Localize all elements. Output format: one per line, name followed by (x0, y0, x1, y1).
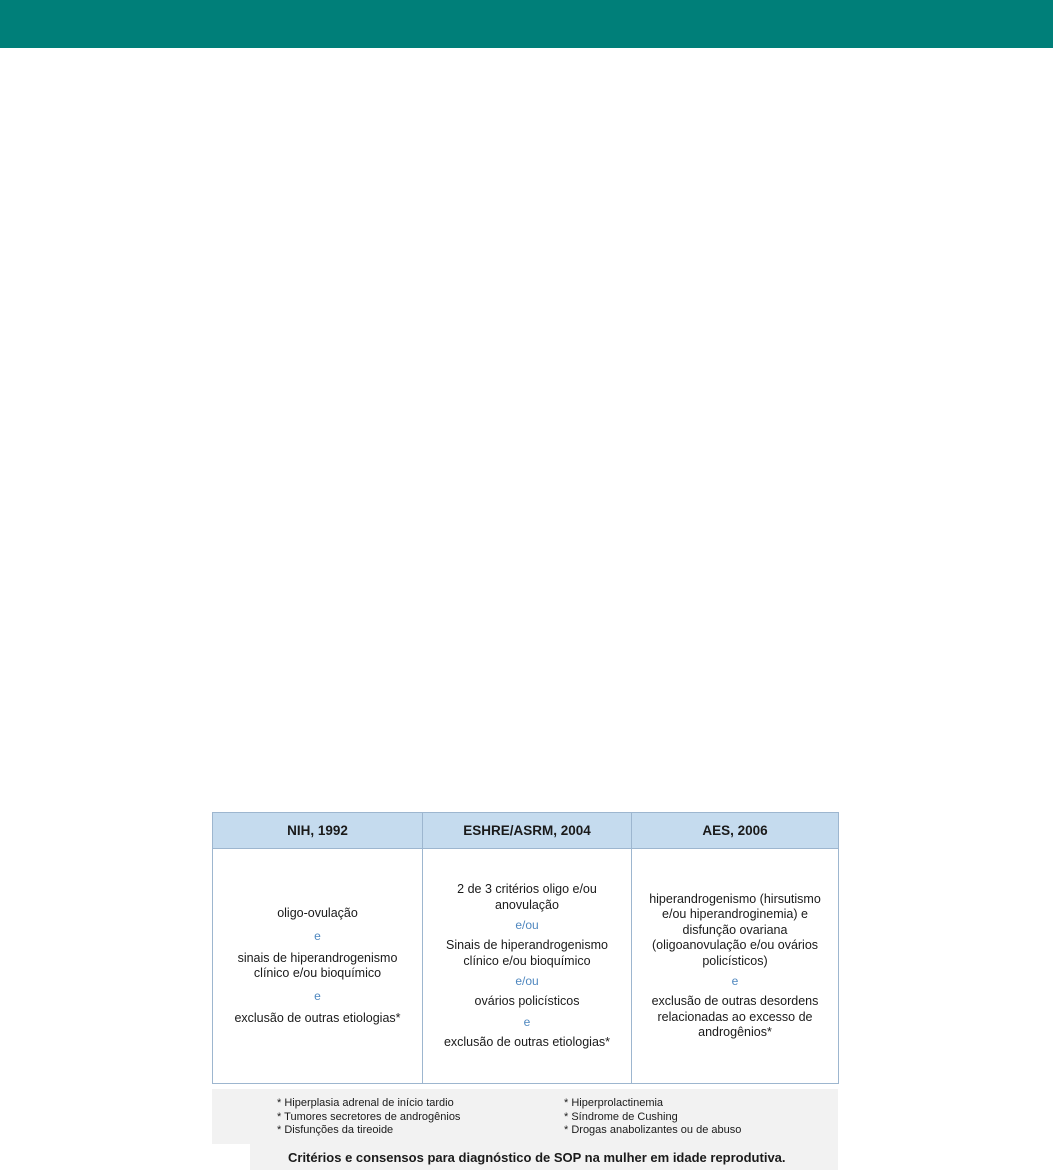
eshre-criterion-b: anovulação (495, 897, 559, 912)
eshre-criterion-a: 2 de 3 critérios oligo e/ou (457, 882, 597, 896)
cell-eshre (423, 849, 632, 1084)
diagnostic-criteria-figure (212, 812, 840, 1172)
footnote-item: * Hiperplasia adrenal de início tardio (277, 1097, 454, 1109)
footnote-item: * Síndrome de Cushing (564, 1110, 678, 1123)
aes-criterion-e: policísticos) (702, 953, 768, 968)
footnotes-panel (212, 1089, 838, 1144)
eshre-criterion-hyperandrogenism-a: Sinais de hiperandrogenismo (446, 938, 608, 952)
aes-criterion-a: hiperandrogenismo (hirsutismo (649, 891, 821, 906)
footnote-item: * Hiperprolactinemia (564, 1097, 664, 1109)
eshre-connector-1: e/ou (515, 918, 539, 932)
header-nih: NIH, 1992 (213, 813, 423, 849)
footnote-item: * Tumores secretores de androgênios (277, 1110, 461, 1123)
eshre-connector-3: e (523, 1014, 531, 1029)
eshre-connector-2: e/ou (515, 974, 539, 988)
header-aes: AES, 2006 (632, 813, 839, 849)
top-banner (0, 0, 1053, 48)
cell-aes (632, 849, 839, 1084)
nih-criterion-hyperandrogenism-a: sinais de hiperandrogenismo (237, 950, 398, 965)
nih-criterion-ovulation: oligo-ovulação (277, 906, 358, 920)
nih-criterion-exclusion: exclusão de outras etiologias* (234, 1010, 401, 1025)
eshre-criterion-exclusion: exclusão de outras etiologias* (443, 1034, 611, 1049)
eshre-criterion-ovaries: ovários policísticos (474, 994, 580, 1008)
aes-exclusion-c: androgênios* (698, 1025, 772, 1039)
table-header-row (213, 813, 839, 849)
figure-caption: Critérios e consensos para diagnóstico de SOP na mulher em idade reprodutiva. (288, 1150, 786, 1165)
nih-connector-1: e (314, 928, 321, 943)
footnote-item: * Drogas anabolizantes ou de abuso (564, 1124, 742, 1136)
footnotes-right (564, 1097, 741, 1138)
header-eshre: ESHRE/ASRM, 2004 (423, 813, 632, 849)
cell-nih (213, 849, 423, 1084)
aes-exclusion-a: exclusão de outras desordens (651, 994, 819, 1008)
aes-exclusion-b: relacionadas ao excesso de (657, 1009, 813, 1024)
aes-criterion-d: (oligoanovulação e/ou ovários (651, 938, 819, 952)
footnote-item: * Disfunções da tireoide (277, 1124, 394, 1136)
nih-criterion-hyperandrogenism-b: clínico e/ou bioquímico (253, 966, 382, 980)
table-body-row (213, 849, 839, 1084)
criteria-table (212, 812, 839, 1084)
footnotes-left (277, 1097, 460, 1138)
eshre-criterion-hyperandrogenism-b: clínico e/ou bioquímico (463, 953, 591, 968)
aes-criterion-c: disfunção ovariana (682, 922, 788, 937)
nih-connector-2: e (314, 988, 321, 1003)
aes-criterion-b: e/ou hiperandroginemia) e (662, 907, 808, 921)
aes-connector-1: e (731, 974, 739, 988)
